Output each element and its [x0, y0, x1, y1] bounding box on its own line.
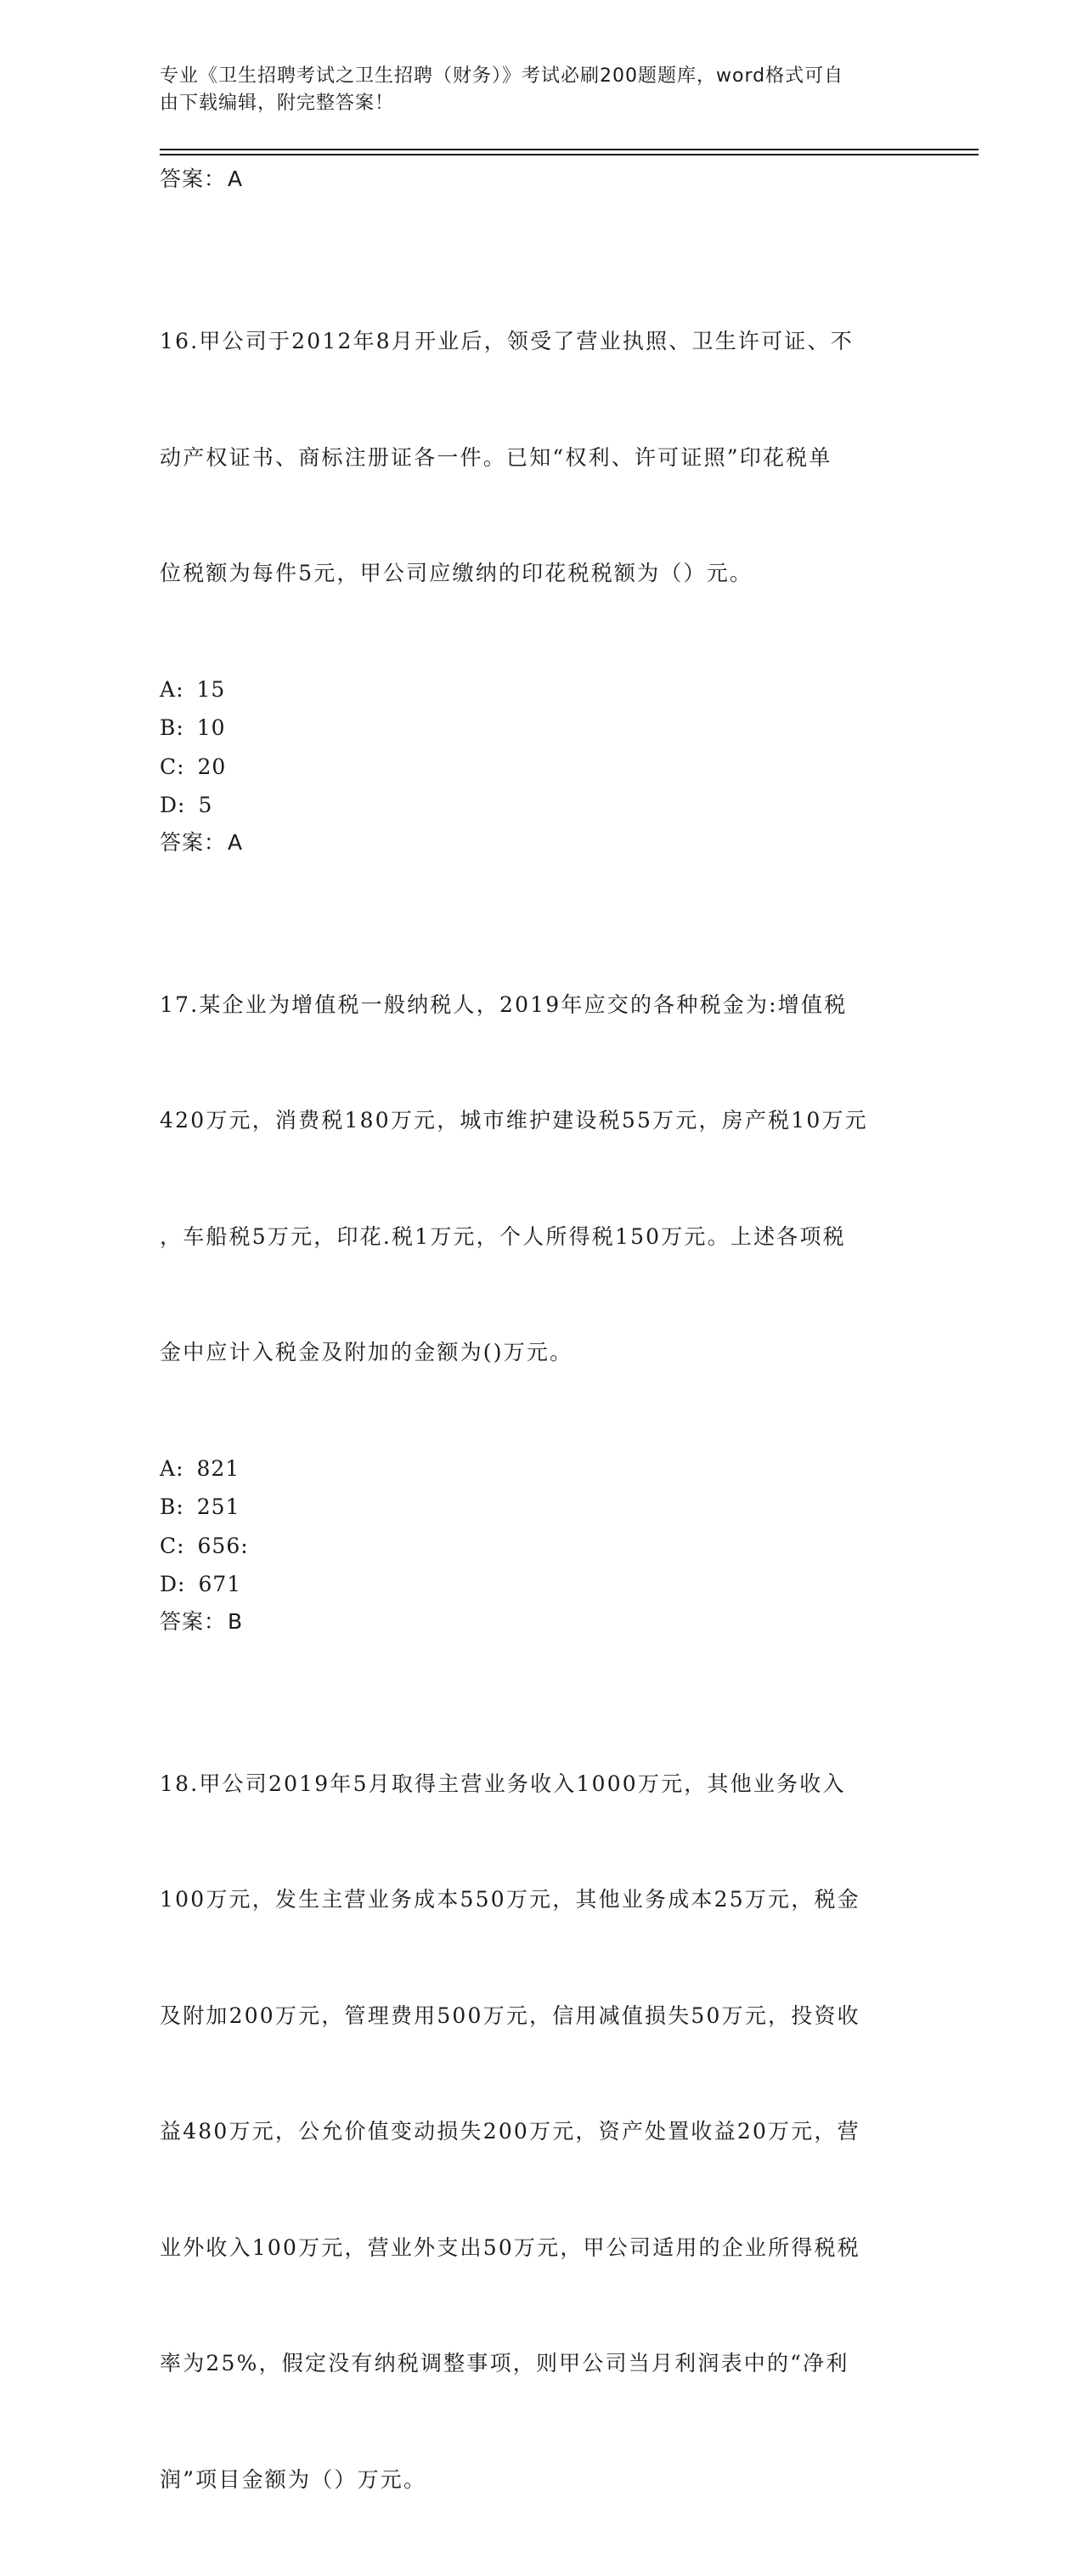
option-key: C	[160, 1534, 177, 1558]
question-stem	[160, 1687, 924, 2576]
question-stem-line: 100万元，发生主营业务成本550万元，其他业务成本25万元，税金	[160, 1880, 924, 1919]
answer-label: 答案：	[160, 830, 226, 855]
question-16	[160, 245, 924, 859]
option-text: 251	[197, 1494, 240, 1519]
option-separator: :	[176, 1456, 183, 1481]
previous-answer	[160, 163, 924, 195]
question-stem-line: 及附加200万元，管理费用500万元，信用减值损失50万元，投资收	[160, 1997, 924, 2036]
document-header	[160, 63, 907, 117]
option-a	[160, 670, 924, 709]
option-b	[160, 1488, 924, 1527]
option-d	[160, 1565, 924, 1604]
question-stem-line: 润”项目金额为（）万元。	[160, 2460, 924, 2500]
question-stem-line: 420万元，消费税180万元，城市维护建设税55万元，房产税10万元	[160, 1101, 924, 1140]
option-separator: :	[177, 754, 184, 779]
option-text: 671	[198, 1572, 241, 1596]
option-separator: :	[176, 1494, 183, 1519]
question-stem-line: 位税额为每件5元，甲公司应缴纳的印花税税额为（）元。	[160, 554, 924, 593]
option-key: B	[160, 715, 176, 740]
option-separator: :	[178, 793, 185, 817]
header-divider-bottom	[160, 154, 979, 155]
answer-label: 答案：	[160, 167, 226, 191]
question-stem-line: 益480万元，公允价值变动损失200万元，资产处置收益20万元，营	[160, 2112, 924, 2151]
option-key: D	[160, 793, 178, 817]
question-stem-line: ，车船税5万元，印花.税1万元，个人所得税150万元。上述各项税	[160, 1217, 924, 1257]
header-line-1: 专业《卫生招聘考试之卫生招聘（财务）》考试必刷200题题库，word格式可自	[160, 63, 907, 90]
question-stem-line: 业外收入100万元，营业外支出50万元，甲公司适用的企业所得税税	[160, 2229, 924, 2268]
option-text: 15	[196, 677, 225, 702]
option-separator: :	[177, 1534, 184, 1558]
question-17	[160, 908, 924, 1638]
question-answer	[160, 1606, 924, 1638]
option-separator: :	[176, 715, 183, 740]
option-c	[160, 748, 924, 787]
option-key: A	[160, 677, 176, 702]
question-answer	[160, 827, 924, 859]
option-text: 10	[197, 715, 226, 740]
document-body	[160, 163, 924, 2576]
question-stem-line: 18.甲公司2019年5月取得主营业务收入1000万元，其他业务收入	[160, 1765, 924, 1804]
answer-value: A	[228, 167, 243, 191]
option-key: A	[160, 1456, 176, 1481]
option-key: D	[160, 1572, 178, 1596]
header-line-2: 由下载编辑，附完整答案！	[160, 90, 907, 117]
option-text: 656:	[198, 1534, 249, 1558]
option-key: B	[160, 1494, 176, 1519]
option-separator: :	[178, 1572, 185, 1596]
option-b	[160, 709, 924, 748]
question-stem-line: 金中应计入税金及附加的金额为()万元。	[160, 1333, 924, 1372]
option-text: 5	[198, 793, 212, 817]
question-stem-line: 16.甲公司于2012年8月开业后，领受了营业执照、卫生许可证、不	[160, 322, 924, 361]
option-text: 821	[196, 1456, 240, 1481]
option-a	[160, 1449, 924, 1489]
question-stem	[160, 245, 924, 670]
question-18	[160, 1687, 924, 2576]
answer-label: 答案：	[160, 1609, 226, 1634]
question-stem	[160, 908, 924, 1449]
option-text: 20	[198, 754, 227, 779]
answer-value: A	[228, 830, 243, 855]
question-stem-line: 17.某企业为增值税一般纳税人，2019年应交的各种税金为:增值税	[160, 986, 924, 1025]
question-stem-line: 率为25%，假定没有纳税调整事项，则甲公司当月利润表中的“净利	[160, 2344, 924, 2383]
option-key: C	[160, 754, 177, 779]
question-stem-line: 动产权证书、商标注册证各一件。已知“权利、许可证照”印花税单	[160, 438, 924, 477]
answer-value: B	[228, 1609, 243, 1634]
option-d	[160, 786, 924, 825]
header-divider-top	[160, 149, 979, 150]
option-separator: :	[176, 677, 183, 702]
option-c	[160, 1527, 924, 1566]
